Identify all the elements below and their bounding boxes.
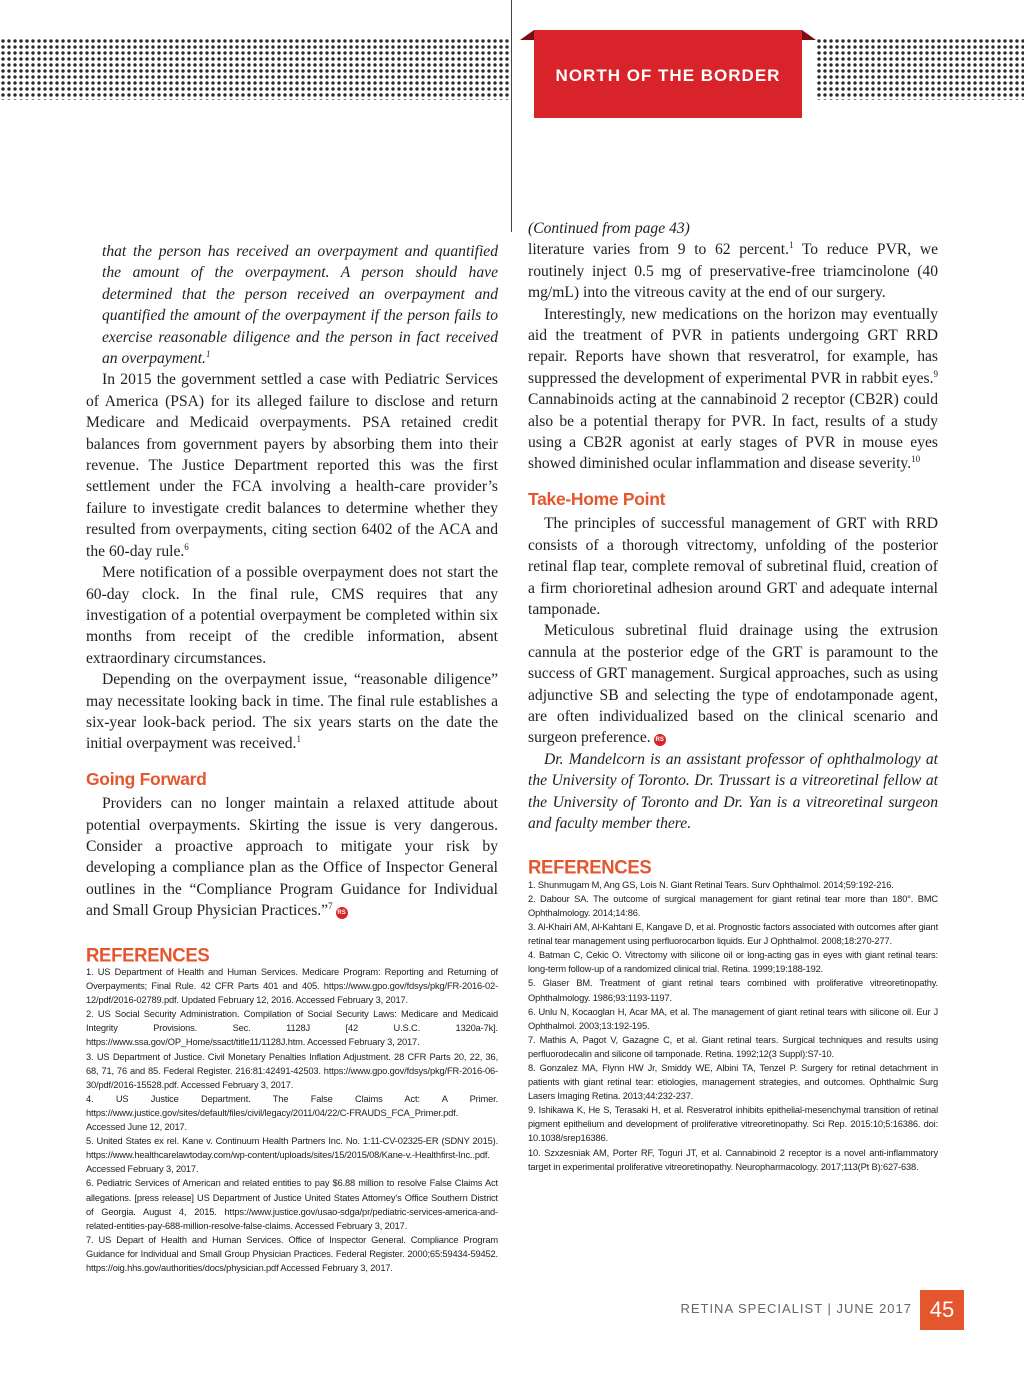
reference-item: 9. Ishikawa K, He S, Terasaki H, et al. Resveratrol inhibits epithelial-mesenchymal transition of retinal pigment epithelium and development of proliferative vitreoretinopathy. Sci Rep. 2015:10;5:16386. doi: 10.1038/srep16386. (528, 1105, 938, 1144)
right-column (528, 218, 938, 1174)
body-paragraph: The principles of successful management of GRT with RRD consists of a thorough vitrectomy, unfolding of the posterior retinal flap tear, complete removal of subretinal fluid, creation of a firm chorioretinal adhesion around GRT and adequate internal tamponade. (528, 515, 938, 618)
reference-item: 8. Gonzalez MA, Flynn HW Jr, Smiddy WE, Albini TA, Tenzel P. Surgery for retinal detachment in patients with giant retinal tear: etiologies, management strategies, and outcomes. Ophthalmic Surg Lasers Imaging Retina. 2013;44:232-237. (528, 1063, 938, 1102)
reference-item: 10. Szxzesniak AM, Porter RF, Toguri JT, et al. Cannabinoid 2 receptor is a novel anti-inflammatory target in experimental proliferative vitreoretinopathy. Neuropharmacology. 2017;113(Pt B):627-638. (528, 1147, 938, 1172)
body-paragraph: Providers can no longer maintain a relaxed attitude about potential overpayments. Skirting the issue is very dangerous. Consider a proactive approach to mitigate your risk by developing a compliance plan as the Office of Inspector General outlines in the “Compliance Program Guidance for Individual and Small Group Physician Practices.”$^7$RS (86, 795, 498, 920)
section-heading-take-home-point: Take-Home Point (528, 488, 666, 509)
body-paragraph: In 2015 the government settled a case with Pediatric Services of America (PSA) for its alleged failure to disclose and return Medicare and Medicaid overpayments. PSA retained credit balances from government payers by absorbing them into their revenue. The Justice Department reported this was the first settlement under the FCA involving a health-care provider’s failure to investigate credit balances to determine whether they resulted from overpayments, citing section 6402 of the ACA and the 60-day rule.$^6$ (86, 371, 498, 560)
reference-item: 6. Unlu N, Kocaoglan H, Acar MA, et al. The management of giant retinal tears with silicone oil. Eur J Ophthalmol. 2003;13:192-195. (528, 1006, 938, 1031)
references-heading: REFERENCES (528, 855, 652, 878)
reference-item: 5. Glaser BM. Treatment of giant retinal tears combined with proliferative vitreoretinopathy. Ophthalmology. 1986;93:1193-1197. (528, 978, 938, 1003)
publication-name: RETINA SPECIALIST | JUNE 2017 (680, 1301, 912, 1316)
section-tab (534, 30, 802, 118)
column-divider-line (511, 0, 512, 232)
reference-item: 3. Al-Khairi AM, Al-Kahtani E, Kangave D, et al. Prognostic factors associated with outcomes after giant retinal tear management using perfluorocarbon liquids. Eur J Ophthalmol. 2008;18:270-277. (528, 922, 938, 947)
reference-item: 7. Mathis A, Pagot V, Gazagne C, et al. Giant retinal tears. Surgical techniques and results using perfluorodecalin and silicone oil tamponade. Retina. 1992;12(3 Suppl):S7-10. (528, 1034, 938, 1059)
section-heading-going-forward: Going Forward (86, 768, 207, 789)
body-paragraph: literature varies from 9 to 62 percent.$^1$ To reduce PVR, we routinely inject 0.5 mg of preservative-free triamcinolone (40 mg/mL) into the vitreous cavity at the end of our surgery. (528, 240, 938, 302)
dot-pattern-right (816, 38, 1024, 100)
body-paragraph: Mere notification of a possible overpayment does not start the 60-day clock. In the final rule, CMS requires that any investigation of a potential overpayment be completed within six months from receipt of the credible information, absent extraordinary circumstances. (86, 564, 498, 667)
dot-pattern-left (0, 38, 512, 100)
rs-logo-icon: RS (654, 734, 666, 746)
reference-item: 1. Shunmugam M, Ang GS, Lois N. Giant Retinal Tears. Surv Ophthalmol. 2014;59:192-216. (528, 879, 894, 890)
page-footer (680, 1290, 980, 1330)
reference-item: 6. Pediatric Services of American and related entities to pay $6.88 million to resolve False Claims Act allegations. [press release] US Department of Justice United States Attorney’s Office Southern District of Georgia. August 4, 2015. https://www.justice.gov/usao-sdga/pr/pediatric-services-america-and-related-entities-pay-688-million-resolve-false-claims. Accessed February 3, 2017. (86, 1178, 498, 1231)
author-bio: Dr. Mandelcorn is an assistant professor of ophthalmology at the University of Toronto. Dr. Trussart is a vitreoretinal fellow at the University of Toronto and Dr. Yan is a vitreoretinal surgeon and faculty member there. (528, 750, 938, 832)
reference-item: 1. US Department of Health and Human Services. Medicare Program: Reporting and Returning of Overpayments; Final Rule. 42 CFR Parts 401 and 405. https://www.gpo.gov/fdsys/pkg/FR-2016-02-12/pdf/2016-02789.pdf. Updated February 12, 2016. Accessed February 3, 2017. (86, 967, 498, 1006)
reference-item: 7. US Depart of Health and Human Services. Office of Inspector General. Compliance Program Guidance for Individual and Small Group Physician Practices. Federal Register. 2000;65:59434-59452. https://oig.hhs.gov/authorities/docs/physician.pdf Accessed February 3, 2017. (86, 1234, 498, 1273)
body-paragraph: Interestingly, new medications on the horizon may eventually aid the treatment of PVR in patients undergoing GRT RRD repair. Reports have shown that resveratrol, for example, has suppressed the development of experimental PVR in rabbit eyes.$^9$ Cannabinoids acting at the cannabinoid 2 receptor (CB2R) could also be a potential therapy for PVR. In fact, results of a study using a CB2R agonist at early stages of PVR in mouse eyes showed diminished ocular inflammation and disease severity.$^{10}$ (528, 305, 938, 473)
continued-note: (Continued from page 43) (528, 220, 690, 237)
references-heading: REFERENCES (86, 943, 210, 966)
tab-fold-right (802, 30, 816, 40)
body-paragraph: Meticulous subretinal fluid drainage using the extrusion cannula at the posterior edge of the GRT is paramount to the success of GRT management. Surgical approaches, such as using adjunctive SB and selecting the type of endotamponade agent, are often individualized based on the clinical scenario and surgeon preference. RS (528, 622, 938, 747)
tab-fold-left (520, 30, 534, 40)
left-column (86, 241, 498, 1275)
reference-item: 5. United States ex rel. Kane v. Continuum Health Partners Inc. No. 1:11-CV-02325-ER (SDNY 2015). https://www.healthcarelawtoday.com/wp-content/uploads/sites/15/2015/08/Kane-v.-Healthfirst-Inc..pdf. Accessed February 3, 2017. (86, 1136, 498, 1175)
body-paragraph: Depending on the overpayment issue, “reasonable diligence” may necessitate looking back in time. The final rule establishes a six-year look-back period. The six years starts on the date the initial overpayment was received.$^1$ (86, 671, 498, 753)
references-list (86, 965, 498, 1275)
quote-paragraph: that the person has received an overpayment and quantified the amount of the overpayment. A person should have determined that the person received an overpayment and quantified the amount of the overpayment if the person fails to exercise reasonable diligence and the person in fact received an overpayment.$^1$ (102, 243, 498, 368)
reference-item: 3. US Department of Justice. Civil Monetary Penalties Inflation Adjustment. 28 CFR Parts 20, 22, 36, 68, 71, 76 and 85. Federal Register. 216:81:42491-42503. https://www.gpo.gov/fdsys/pkg/FR-2016-06-30/pdf/2016-15528.pdf. Accessed February 3, 2017. (86, 1051, 498, 1090)
reference-item: 2. Dabour SA. The outcome of surgical management for giant retinal tear more than 180°. BMC Ophthalmology. 2014;14:86. (528, 893, 938, 918)
rs-logo-icon: RS (336, 907, 348, 919)
reference-item: 2. US Social Security Administration. Compilation of Social Security Laws: Medicare and Medicaid Integrity Provisions. Sec. 1128J [42 U.S.C. 1320a-7k]. https://www.ssa.gov/OP_Home/ssact/title11/1128J.htm. Accessed February 3, 2017. (86, 1009, 498, 1048)
reference-item: 4. US Justice Department. The False Claims Act: A Primer. https://www.justice.gov/sites/default/files/civil/legacy/2011/04/22/C-FRAUDS_FCA_Primer.pdf. Accessed June 12, 2017. (86, 1093, 498, 1133)
section-label: NORTH OF THE BORDER (555, 66, 781, 85)
reference-item: 4. Batman C, Cekic O. Vitrectomy with silicone oil or long-acting gas in eyes with giant retinal tears: long-term follow-up of a randomized clinical trial. Retina. 1999;19:188-192. (528, 950, 938, 975)
references-list (528, 878, 938, 1174)
page-number: 45 (920, 1290, 964, 1330)
